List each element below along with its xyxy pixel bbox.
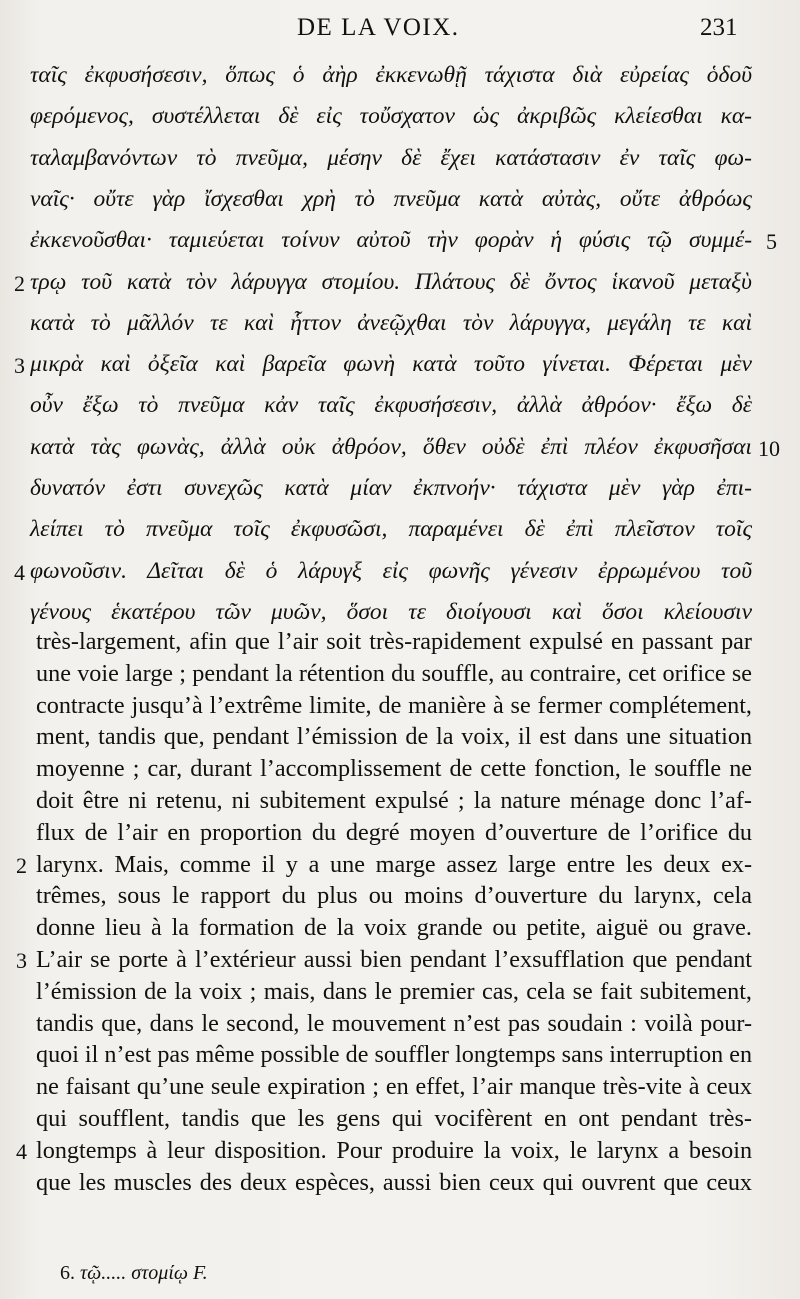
greek-line: κατὰ τὸ μᾶλλόν τε καὶ ἧττον ἀνεῷχθαι τὸν λάρυγγα, μεγάλη τε καὶ bbox=[30, 309, 753, 336]
french-margin-line-number: 2 bbox=[16, 852, 27, 878]
french-line: l’émission de la voix ; mais, dans le premier cas, cela se fait subitement, bbox=[36, 977, 752, 1005]
greek-line: φωνοῦσιν. Δεῖται δὲ ὁ λάρυγξ εἰς φωνῆς γένεσιν ἐρρωμένου τοῦ bbox=[30, 557, 753, 584]
greek-line: ἐκκενοῦσθαι· ταμιεύεται τοίνυν αὐτοῦ τὴν φορὰν ἡ φύσις τῷ συμμέ- bbox=[30, 227, 753, 254]
page-header bbox=[0, 14, 800, 50]
greek-line: τρῳ τοῦ κατὰ τὸν λάρυγγα στομίου. Πλάτους δὲ ὄντος ἱκανοῦ μεταξὺ bbox=[30, 268, 752, 295]
page-number: 231 bbox=[700, 14, 738, 41]
french-line: donne lieu à la formation de la voix grande ou petite, aiguë ou grave. bbox=[36, 914, 752, 942]
french-line: contracte jusqu’à l’extrême limite, de manière à se fermer complétement, bbox=[36, 691, 752, 719]
greek-line: λείπει τὸ πνεῦμα τοῖς ἐκφυσῶσι, παραμένει δὲ ἐπὶ πλεῖστον τοῖς bbox=[30, 516, 752, 543]
footnote-text: τῷ..... στομίῳ F. bbox=[80, 1262, 208, 1284]
french-line: que les muscles des deux espèces, aussi bien ceux qui ouvrent que ceux bbox=[36, 1168, 753, 1196]
footnote-number: 6. bbox=[60, 1262, 75, 1284]
greek-line: κατὰ τὰς φωνὰς, ἀλλὰ οὐκ ἀθρόον, ὅθεν οὐδὲ ἐπὶ πλέον ἐκφυσῆσαι bbox=[30, 433, 752, 460]
greek-line: οὖν ἔξω τὸ πνεῦμα κἀν ταῖς ἐκφυσήσεσιν, ἀλλὰ ἀθρόον· ἔξω δὲ bbox=[30, 392, 752, 419]
french-margin-line-number: 3 bbox=[16, 948, 27, 973]
french-line: tandis que, dans le second, le mouvement n’est pas soudain : voilà pour- bbox=[36, 1009, 753, 1037]
french-line: L’air se porte à l’extérieur aussi bien pendant l’exsufflation que pendant bbox=[36, 946, 753, 973]
greek-line: δυνατόν ἐστι συνεχῶς κατὰ μίαν ἐκπνοήν· τάχιστα μὲν γὰρ ἐπι- bbox=[30, 475, 752, 501]
french-line: flux de l’air en proportion du degré moyen d’ouverture de l’orifice du bbox=[36, 818, 753, 846]
french-line: doit être ni retenu, ni subitement expulsé ; la nature ménage donc l’af- bbox=[36, 787, 752, 814]
french-line: moyenne ; car, durant l’accomplissement de cette fonction, le souffle ne bbox=[36, 755, 753, 783]
french-line: une voie large ; pendant la rétention du souffle, au contraire, cet orifice se bbox=[36, 659, 753, 687]
french-line: longtemps à leur disposition. Pour produire la voix, le larynx a besoin bbox=[36, 1136, 753, 1164]
french-line: ment, tandis que, pendant l’émission de la voix, il est dans une situation bbox=[36, 723, 753, 751]
greek-line: γένους ἑκατέρου τῶν μυῶν, ὅσοι τε διοίγουσι καὶ ὅσοι κλείουσιν bbox=[30, 598, 753, 625]
greek-line: ταλαμβανόντων τὸ πνεῦμα, μέσην δὲ ἔχει κατάστασιν ἐν ταῖς φω- bbox=[30, 144, 752, 171]
greek-margin-line-number: 2 bbox=[14, 270, 25, 296]
footnote bbox=[60, 1262, 208, 1285]
greek-line: ναῖς· οὔτε γὰρ ἴσχεσθαι χρὴ τὸ πνεῦμα κατὰ αὐτὰς, οὔτε ἀθρόως bbox=[30, 185, 752, 212]
running-title: DE LA VOIX. bbox=[297, 14, 460, 41]
french-line: quoi il n’est pas même possible de souffler longtemps sans interruption en bbox=[36, 1041, 753, 1069]
french-margin-line-number: 4 bbox=[16, 1138, 27, 1164]
french-line: qui soufflent, tandis que les gens qui vocifèrent en ont pendant très- bbox=[36, 1105, 752, 1132]
greek-margin-line-number: 3 bbox=[14, 353, 25, 379]
french-line: ne faisant qu’une seule expiration ; en effet, l’air manque très-vite à ceux bbox=[36, 1073, 752, 1101]
greek-line: φερόμενος, συστέλλεται δὲ εἰς τοὔσχατον ὡς ἀκριβῶς κλείεσθαι κα- bbox=[30, 103, 753, 130]
greek-margin-line-number: 10 bbox=[758, 435, 780, 461]
greek-line: μικρὰ καὶ ὀξεῖα καὶ βαρεῖα φωνὴ κατὰ τοῦτο γίνεται. Φέρεται μὲν bbox=[30, 351, 752, 378]
greek-line: ταῖς ἐκφυσήσεσιν, ὅπως ὁ ἀὴρ ἐκκενωθῇ τάχιστα διὰ εὐρείας ὁδοῦ bbox=[30, 62, 752, 88]
greek-margin-line-number: 4 bbox=[14, 559, 25, 585]
greek-margin-line-number: 5 bbox=[766, 229, 777, 255]
french-line: larynx. Mais, comme il y a une marge assez large entre les deux ex- bbox=[36, 850, 753, 878]
french-line: très-largement, afin que l’air soit très-rapidement expulsé en passant par bbox=[36, 628, 752, 655]
french-line: trêmes, sous le rapport du plus ou moins d’ouverture du larynx, cela bbox=[36, 882, 752, 910]
